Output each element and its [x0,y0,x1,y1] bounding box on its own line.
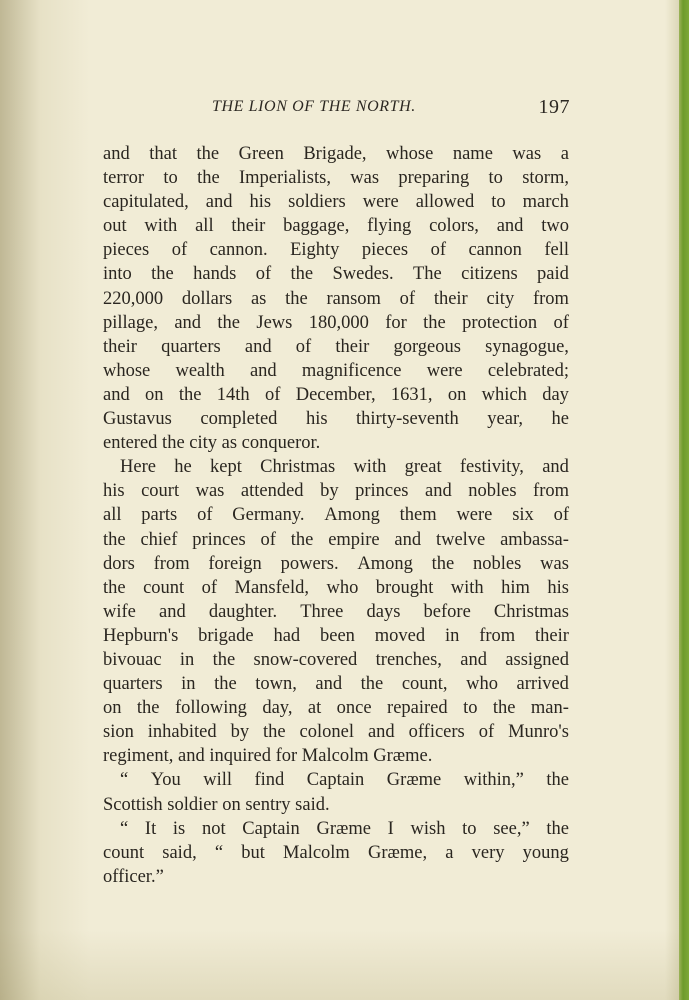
text-line: on the following day, at once repaired to the man- [103,698,569,719]
page-edge-binding [679,0,689,1000]
text-line: Here he kept Christmas with great festivity, and [120,457,569,478]
text-line: terror to the Imperialists, was preparing to storm, [103,168,569,189]
text-line: whose wealth and magnificence were celebrated; [103,360,569,381]
text-line: sion inhabited by the colonel and officers of Munro's [103,722,569,743]
page-number: 197 [538,96,570,118]
running-head [100,96,570,122]
text-line: and that the Green Brigade, whose name was a [103,144,569,164]
text-line: wife and daughter. Three days before Christmas [103,601,569,622]
text-line: into the hands of the Swedes. The citizens paid [103,264,569,285]
text-line: dors from foreign powers. Among the nobles was [103,553,569,574]
text-line: Gustavus completed his thirty-seventh year, he [103,409,569,430]
running-title: THE LION OF THE NORTH. [212,98,416,115]
text-line: his court was attended by princes and nobles from [103,481,569,502]
text-line: their quarters and of their gorgeous synagogue, [103,336,569,357]
text-line: pillage, and the Jews 180,000 for the protection of [103,312,569,333]
text-line: “ It is not Captain Græme I wish to see,” the [120,818,569,839]
text-line: bivouac in the snow-covered trenches, and assigned [103,649,569,670]
text-line: count said, “ but Malcolm Græme, a very young [103,842,569,863]
text-line: Scottish soldier on sentry said. [103,794,330,815]
text-line: officer.” [103,866,164,887]
text-line: all parts of Germany. Among them were six of [103,505,569,526]
paragraph [103,142,569,455]
text-line: capitulated, and his soldiers were allowed to march [103,192,569,213]
text-line: Hepburn's brigade had been moved in from their [103,625,569,646]
text-line: and on the 14th of December, 1631, on which day [103,384,569,405]
page-edge-shadow [665,0,679,1000]
text-line: out with all their baggage, flying colors, and two [103,216,569,237]
paragraph [103,768,569,816]
text-line: the count of Mansfeld, who brought with him his [103,577,569,598]
paragraph [103,817,569,889]
text-line: the chief princes of the empire and twelve ambassa- [103,529,569,550]
paragraph [103,455,569,768]
text-line: entered the city as conqueror. [103,433,321,454]
text-line: regiment, and inquired for Malcolm Græme. [103,746,433,767]
text-line: 220,000 dollars as the ransom of their city from [103,288,569,309]
text-line: quarters in the town, and the count, who arrived [103,674,569,695]
text-line: “ You will find Captain Græme within,” the [120,770,569,791]
text-line: pieces of cannon. Eighty pieces of cannon fell [103,240,569,261]
body-text [103,142,569,889]
